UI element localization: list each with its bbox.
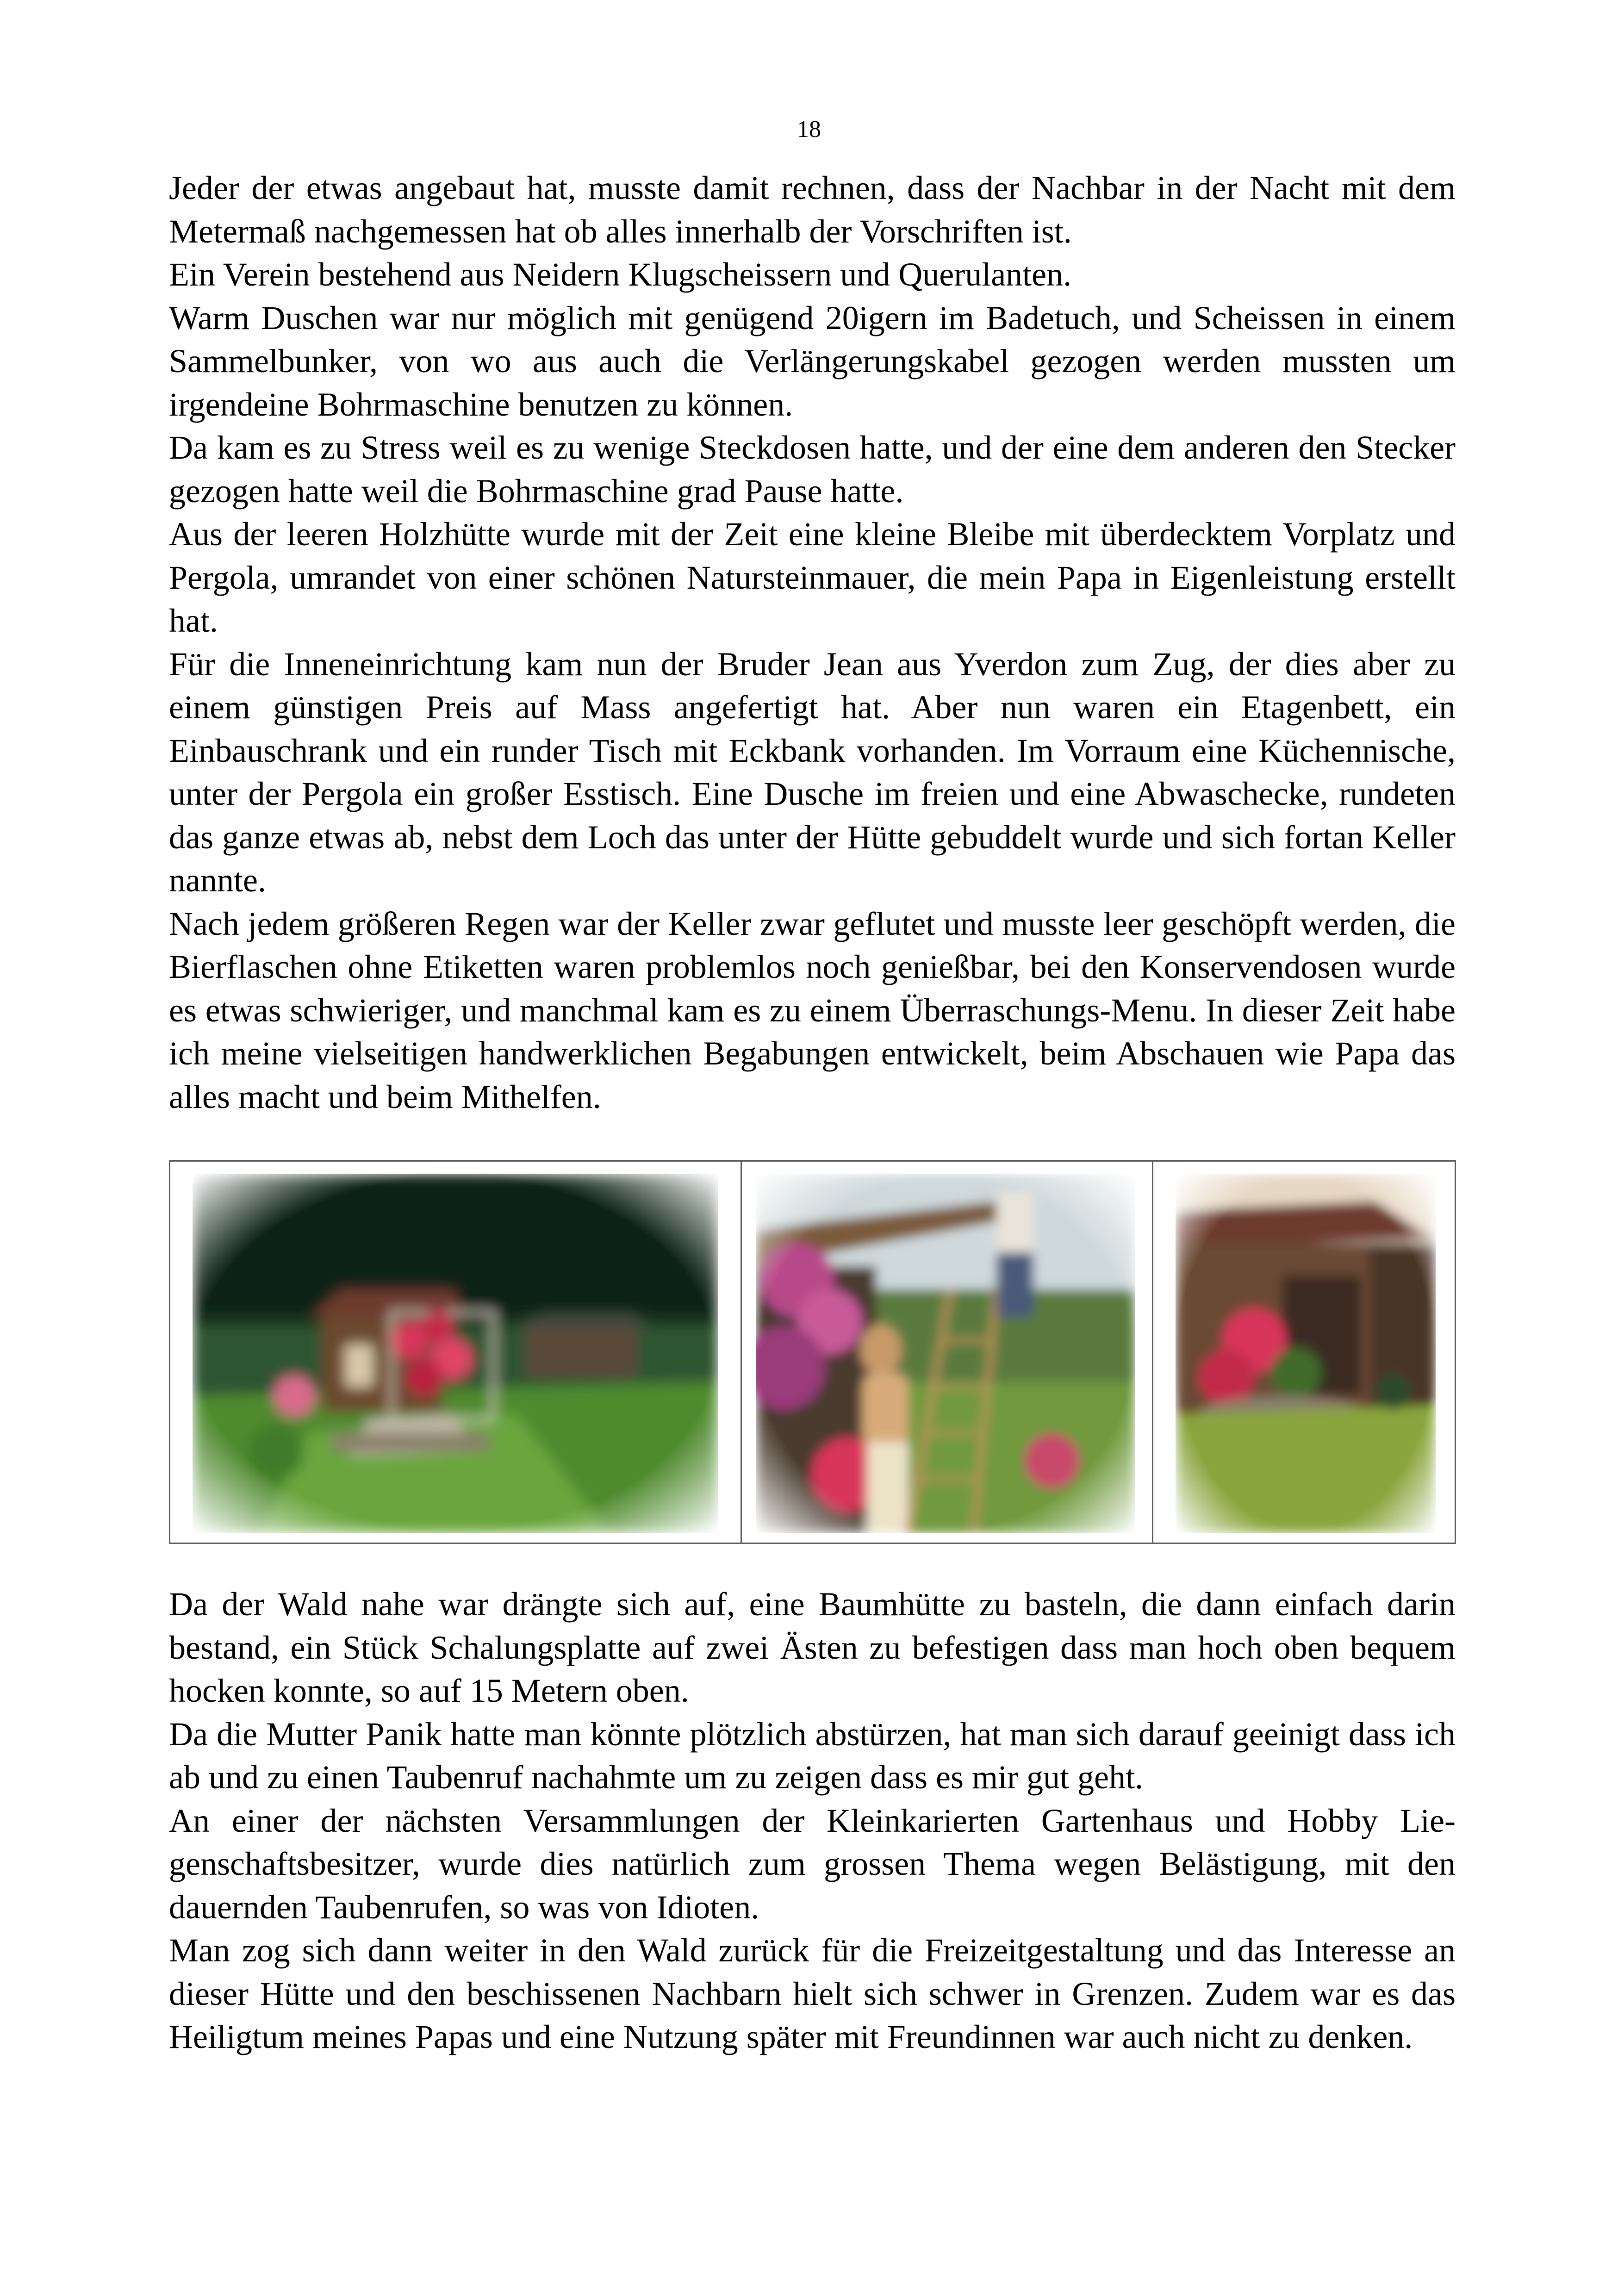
paragraph: Da die Mutter Panik hatte man könnte plötzlich abstürzen, hat man sich darauf geeinigt dass ich ab und zu einen Taubenruf nachahmte um zu zeigen dass es mir gut geht.: [169, 1715, 1456, 1796]
photo-strip: [169, 1160, 1456, 1544]
photo-cell: [170, 1162, 741, 1543]
garden-house-photo: [193, 1174, 718, 1533]
photo-cell: [1152, 1162, 1455, 1543]
paragraph: Aus der leeren Holzhütte wurde mit der Zeit eine kleine Bleibe mit überdecktem Vorplatz und Pergola, umrandet von einer schönen Natursteinmauer, die mein Papa in Eigenleistung erstellt hat.: [169, 516, 1456, 639]
pergola-construction-photo: [756, 1174, 1135, 1533]
hut-with-flowers-photo: [1176, 1174, 1436, 1533]
paragraph: Jeder der etwas angebaut hat, musste damit rechnen, dass der Nachbar in der Nacht mit dem Metermaß nachgemessen hat ob alles innerhalb der Vorschriften ist.: [169, 169, 1456, 250]
paragraph: Da kam es zu Stress weil es zu wenige Steckdosen hatte, und der eine dem anderen den Stecker gezogen hatte weil die Bohrmaschine grad Pause hatte.: [169, 429, 1456, 510]
paragraph: Warm Duschen war nur möglich mit genügend 20igern im Badetuch, und Scheissen in einem Sammelbunker, von wo aus auch die Verlängerungskabel gezogen werden mussten um irgendeine Bohrmaschine benutzen zu können.: [169, 299, 1456, 423]
page-number: 18: [797, 116, 821, 143]
paragraph: Da der Wald nahe war drängte sich auf, eine Baumhütte zu basteln, die dann einfach darin bestand, ein Stück Schalungsplatte auf zwei Ästen zu befestigen dass man hoch oben bequem hocken konnte, so auf 15 Metern oben.: [169, 1586, 1456, 1709]
photo-cell: [741, 1162, 1152, 1543]
paragraph: Man zog sich dann weiter in den Wald zurück für die Freizeitgestaltung und das Interesse an dieser Hütte und den beschissenen Nachbarn hielt sich schwer in Grenzen. Zudem war es das Heiligtum meines Papas und eine Nutzung später mit Freundinnen war auch nicht zu denken.: [169, 1932, 1456, 2055]
text-block-bottom: [169, 1583, 1456, 2059]
paragraph: An einer der nächsten Versammlungen der Kleinkarierten Gartenhaus und Hobby Liegenschaftsbesitzer, wurde dies natürlich zum grossen Thema wegen Belästigung, mit den dauernden Taubenrufen, so was von Idioten.: [169, 1802, 1456, 1926]
text-block-top: [169, 167, 1456, 1119]
paragraph: Für die Inneneinrichtung kam nun der Bruder Jean aus Yverdon zum Zug, der dies aber zu einem günstigen Preis auf Mass angefertigt hat. Aber nun waren ein Etagenbett, ein Einbauschrank und ein runder Tisch mit Eckbank vorhanden. Im Vorraum eine Küchennische, unter der Pergola ein großer Esstisch. Eine Dusche im freien und eine Abwaschecke, rundeten das ganze etwas ab, nebst dem Loch das unter der Hütte gebuddelt wurde und sich fortan Keller nannte.: [169, 645, 1456, 899]
paragraph: Ein Verein bestehend aus Neidern Klugscheissern und Querulanten.: [169, 256, 1072, 293]
paragraph: Nach jedem größeren Regen war der Keller zwar geflutet und musste leer geschöpft werden, die Bierflaschen ohne Etiketten waren problemlos noch genießbar, bei den Konservendosen wurde es etwas schwieriger, und manchmal kam es zu einem Überraschungs-Menu. In dieser Zeit habe ich meine vielseitigen handwerklichen Begabungen entwickelt, beim Abschauen wie Papa das alles macht und beim Mithelfen.: [169, 905, 1456, 1115]
